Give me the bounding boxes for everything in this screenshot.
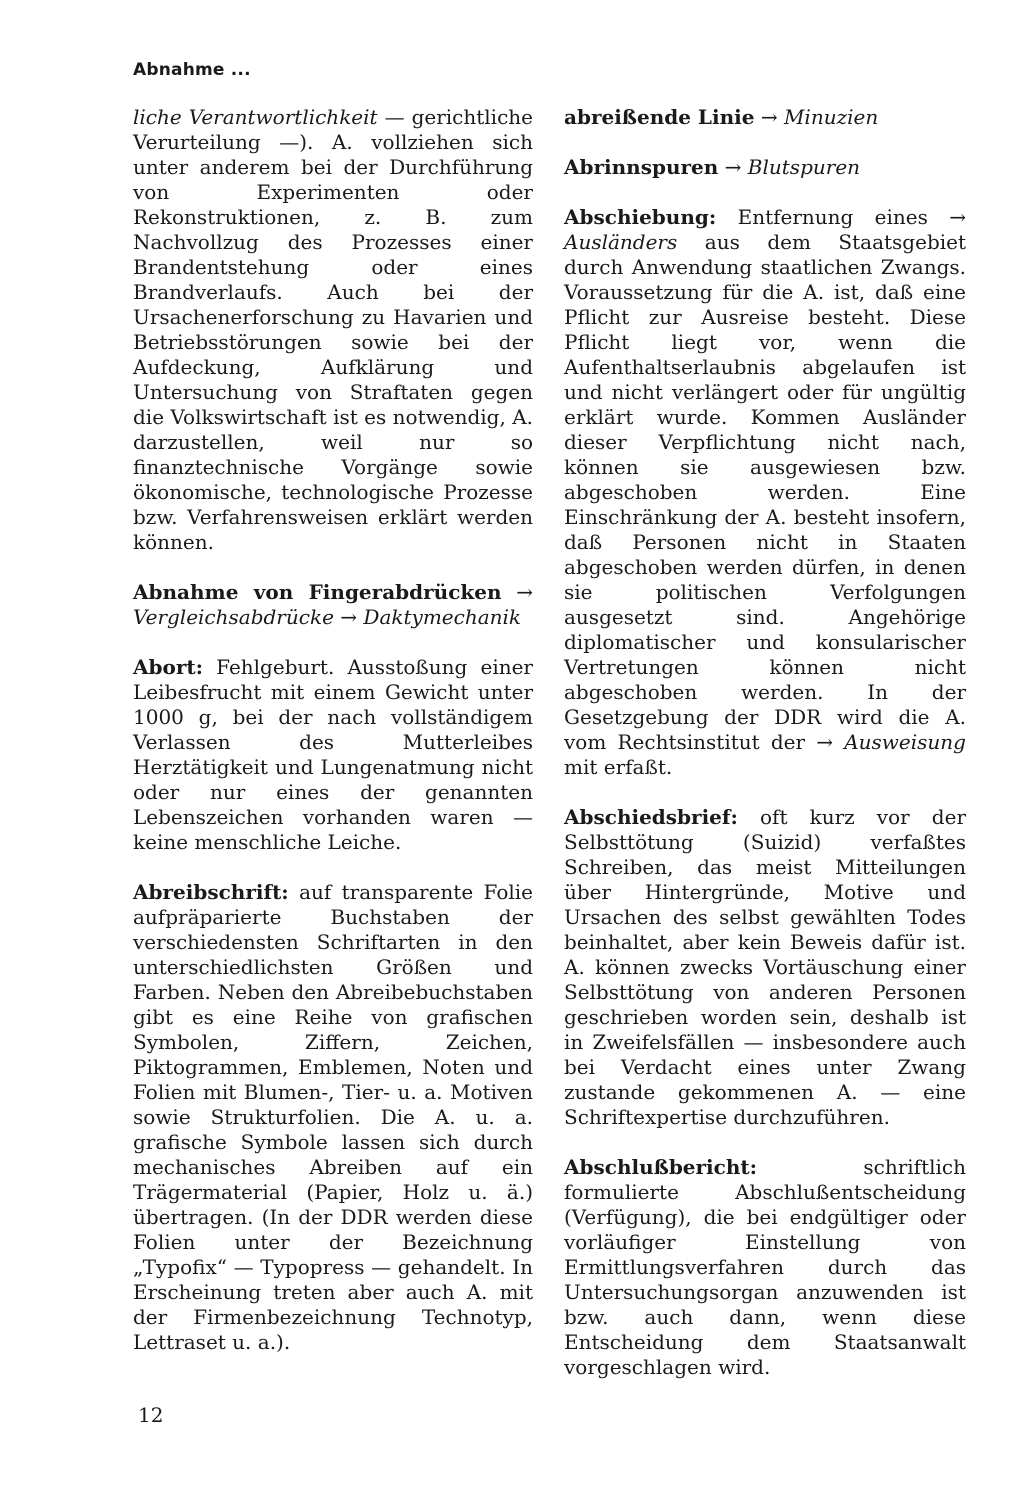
arrow-icon: → (516, 580, 533, 604)
entry-abort (133, 655, 533, 855)
left-column (133, 105, 533, 1380)
entry-text: auf transparente Folie aufpräparierte Buchstaben der verschiedensten Schriftarten in den unterschiedlichsten Größen und Farben. Neben den Abreibebuchstaben gibt es eine Reihe von grafischen Symbolen, Ziffern, Zeichen, Piktogrammen, Emblemen, Noten und Folien mit Blumen-, Tier- u. a. Motiven sowie Strukturfolien. Die A. u. a. grafische Symbole lassen sich durch mechanisches Abreiben auf ein Trägermaterial (Papier, Holz u. ä.) übertragen. (In der DDR werden diese Folien unter der Bezeichnung „Typofix“ — Typopress — gehandelt. In Erscheinung treten aber auch A. mit der Firmenbezeichnung Technotyp, Lettraset u. a.). (133, 880, 534, 1354)
entry-text: Fehlgeburt. Ausstoßung einer Leibesfrucht mit einem Gewicht unter 1000 g, bei der nach vollständigem Verlassen des Mutterleibes Herztätigkeit und Lungenatmung nicht oder nur eines der genannten Lebenszeichen vorhanden waren — keine menschliche Leiche. (133, 655, 533, 854)
cross-reference: Ausweisung (844, 730, 966, 754)
cross-reference: Vergleichsabdrücke (133, 605, 334, 629)
entry-text: oft kurz vor der Selbsttötung (Suizid) verfaßtes Schreiben, das meist Mitteilungen über Hintergründe, Motive und Ursachen des selbst gewählten Todes beinhaltet, aber kein Beweis dafür ist. A. können zwecks Vortäuschung einer Selbsttötung von anderen Personen geschrieben worden sein, deshalb ist in Zweifelsfällen — insbesondere auch bei Verdacht eines unter Zwang zustande gekommenen A. — eine Schriftexpertise durchzuführen. (564, 805, 966, 1129)
entry-term: Abschiedsbrief: (564, 805, 738, 829)
arrow-icon: → (816, 730, 834, 754)
entry-text: Entfernung eines (737, 205, 928, 229)
cross-reference: Blutspuren (747, 155, 861, 179)
cross-reference: Minuzien (783, 105, 879, 129)
entry-abrinnspuren (564, 155, 966, 180)
entry-term: Abschlußbericht: (564, 1155, 757, 1179)
entry-text: aus dem Staatsgebiet durch Anwendung staatlichen Zwangs. Voraussetzung für die A. ist, daß eine Pflicht zur Ausreise besteht. Diese Pflicht liegt vor, wenn die Aufenthaltserlaubnis abgelaufen ist und nicht verlängert oder für ungültig erklärt wurde. Kommen Ausländer dieser Verpflichtung nicht nach, können sie ausgewiesen bzw. abgeschoben werden. Eine Einschränkung der A. besteht insofern, daß Personen nicht in Staaten abgeschoben werden dürfen, in denen sie politischen Verfolgungen ausgesetzt sind. Angehörige diplomatischer und konsularischer Vertretungen können nicht abgeschoben werden. In der Gesetzgebung der DDR wird die A. vom Rechtsinstitut der (564, 230, 967, 754)
arrow-icon: → (949, 205, 967, 229)
entry-term: Abnahme von Fingerabdrücken (133, 580, 502, 604)
arrow-icon: → (724, 155, 742, 179)
page-number: 12 (138, 1403, 164, 1427)
right-column (564, 105, 966, 1405)
entry-text: schriftlich formulierte Abschlußentscheidung (Verfügung), die bei endgültiger oder vorläufiger Einstellung von Ermittlungsverfahren durch das Untersuchungsorgan anzuwenden ist bzw. auch dann, wenn diese Entscheidung dem Staatsanwalt vorgeschlagen wird. (564, 1155, 966, 1379)
entry-abnahme-fingerabdruecke (133, 580, 533, 630)
continuation-entry (133, 105, 533, 555)
arrow-icon: → (340, 605, 358, 629)
entry-abreibschrift (133, 880, 533, 1355)
entry-term: Abrinnspuren (564, 155, 719, 179)
entry-abschiebung (564, 205, 966, 780)
arrow-icon: → (760, 105, 778, 129)
entry-text: mit erfaßt. (564, 755, 673, 779)
entry-term: Abort: (133, 655, 203, 679)
entry-abschlussbericht (564, 1155, 966, 1380)
entry-abschiedsbrief (564, 805, 966, 1130)
entry-abreissende-linie (564, 105, 966, 130)
entry-term: Abreibschrift: (133, 880, 289, 904)
cross-reference: Ausländers (564, 230, 678, 254)
entry-term: abreißende Linie (564, 105, 755, 129)
entry-term: Abschiebung: (564, 205, 717, 229)
cross-reference: Daktymechanik (363, 605, 522, 629)
running-head: Abnahme ... (133, 60, 251, 80)
continuation-text: — gerichtliche Verurteilung —). A. vollziehen sich unter anderem bei der Durchführung von Experimenten oder Rekonstruktionen, z. B. zum Nachvollzug des Prozesses einer Brandentstehung oder eines Brandverlaufs. Auch bei der Ursachenerforschung zu Havarien und Betriebsstörungen sowie bei der Aufdeckung, Aufklärung und Untersuchung von Straftaten gegen die Volkswirtschaft ist es notwendig, A. darzustellen, weil nur so finanztechnische Vorgänge sowie ökonomische, technologische Prozesse bzw. Verfahrensweisen erklärt werden können. (133, 105, 533, 554)
continuation-italic: liche Verantwortlichkeit (133, 105, 378, 129)
